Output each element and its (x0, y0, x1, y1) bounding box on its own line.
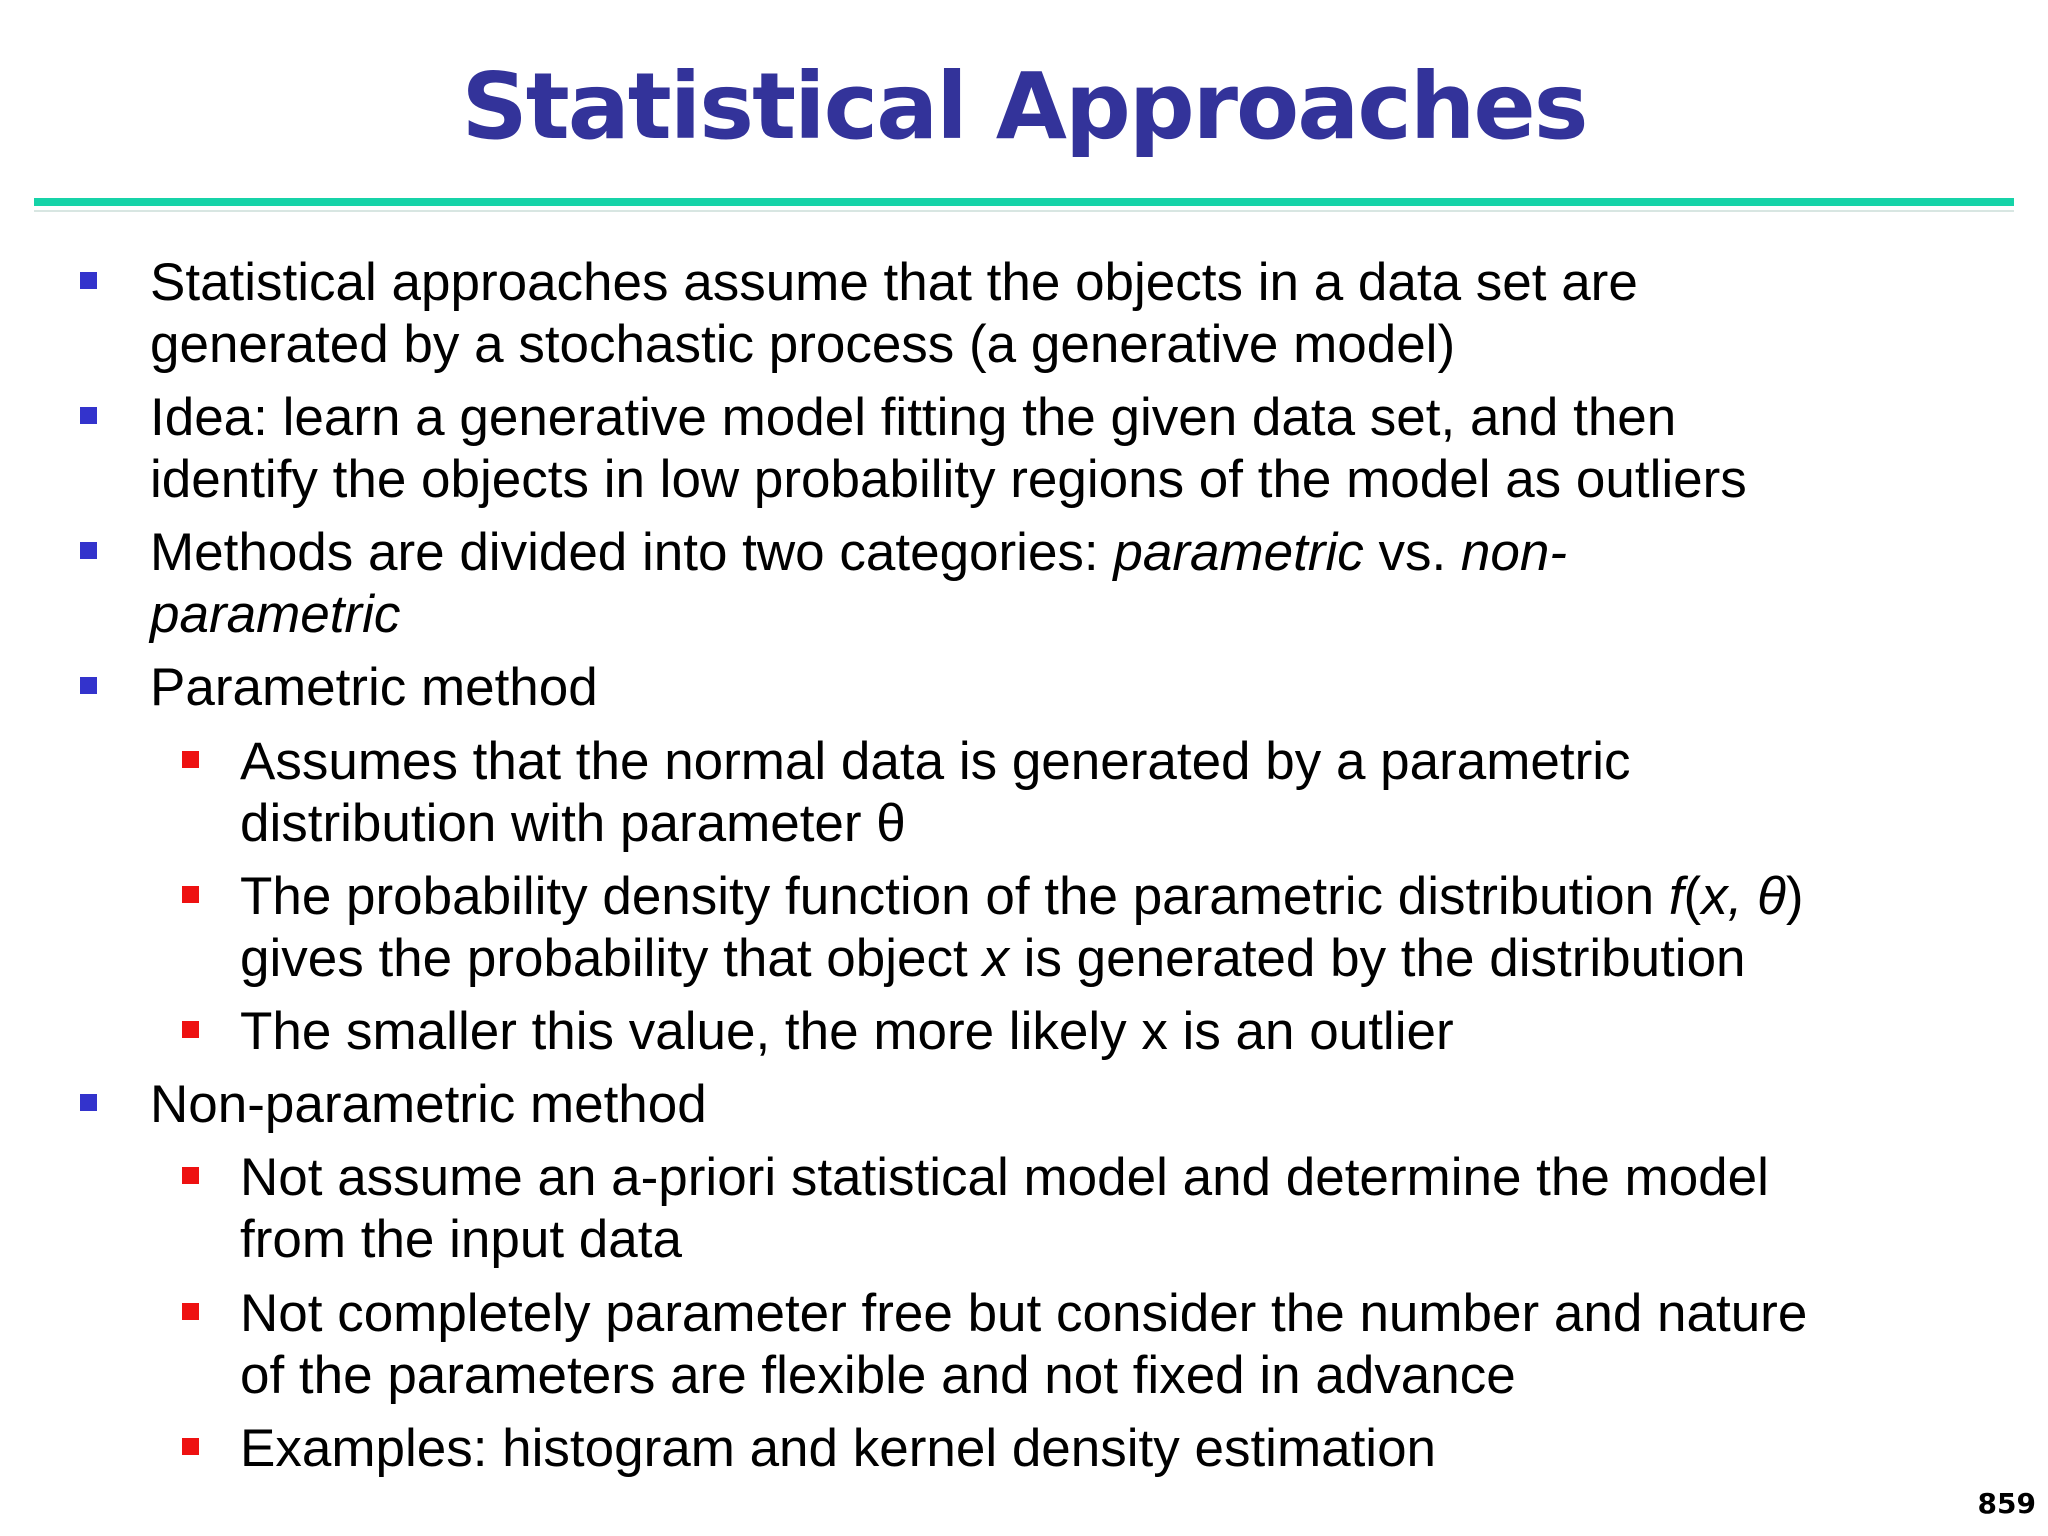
square-bullet-icon (182, 1021, 199, 1038)
bullet-text-line: generated by a stochastic process (a generative model) (150, 315, 1456, 374)
sub-bullet-item (240, 1001, 2020, 1063)
bullet-text-segment: ) (1785, 867, 1804, 926)
bullet-item (150, 522, 1990, 646)
square-bullet-icon (182, 1438, 199, 1455)
square-bullet-icon (182, 751, 199, 768)
bullet-text-italic: f (1668, 867, 1684, 926)
bullet-text-line: Not completely parameter free but consider the number and nature (240, 1284, 1808, 1343)
bullet-text-line: Examples: histogram and kernel density estimation (240, 1419, 1437, 1478)
bullet-text-segment: Methods are divided into two categories: (150, 523, 1114, 582)
bullet-text-line (240, 928, 2020, 990)
bullet-text-line: distribution with parameter θ (240, 794, 906, 853)
bullet-item (150, 252, 1990, 376)
bullet-text-italic: x, θ (1701, 867, 1786, 926)
square-bullet-icon (80, 677, 97, 694)
square-bullet-icon (80, 1094, 97, 1111)
bullet-item (150, 387, 1990, 511)
bullet-text-segment: The probability density function of the parametric distribution (240, 867, 1669, 926)
square-bullet-icon (182, 1303, 199, 1320)
square-bullet-icon (80, 407, 97, 424)
bullet-text-line: Non-parametric method (150, 1075, 707, 1134)
square-bullet-icon (80, 542, 97, 559)
bullet-text-italic: parametric (1113, 523, 1364, 582)
bullet-text-line: Idea: learn a generative model fitting the given data set, and then (150, 388, 1677, 447)
square-bullet-icon (182, 1167, 199, 1184)
bullet-text-segment: is generated by the distribution (1008, 929, 1746, 988)
bullet-text-line: from the input data (240, 1210, 682, 1269)
square-bullet-icon (80, 272, 97, 289)
bullet-text-line: identify the objects in low probability regions of the model as outliers (150, 450, 1747, 509)
bullet-text-line (150, 522, 1990, 584)
bullet-text-line: Statistical approaches assume that the objects in a data set are (150, 253, 1638, 312)
bullet-text-line: of the parameters are flexible and not fixed in advance (240, 1346, 1516, 1405)
bullet-text-line: parametric (150, 585, 401, 644)
bullet-text-line: Assumes that the normal data is generated by a parametric (240, 732, 1631, 791)
bullet-text-italic: x (982, 929, 1009, 988)
slide-title: Statistical Approaches (461, 53, 1587, 160)
sub-bullet-item (240, 1418, 2020, 1480)
sub-bullet-item (240, 1147, 2020, 1271)
bullet-text-italic: non- (1460, 523, 1567, 582)
bullet-item (150, 1074, 1990, 1136)
square-bullet-icon (182, 886, 199, 903)
bullet-text-line: Not assume an a-priori statistical model and determine the model (240, 1148, 1769, 1207)
bullet-text-line (240, 866, 2020, 928)
sub-bullet-item (240, 731, 2020, 855)
bullet-text-line: Parametric method (150, 658, 598, 717)
page-number: 859 (1977, 1487, 2036, 1520)
bullet-text-segment: ( (1683, 867, 1702, 926)
bullet-item (150, 657, 1990, 719)
bullet-text-line: The smaller this value, the more likely x is an outlier (240, 1002, 1454, 1061)
sub-bullet-item (240, 1283, 2020, 1407)
bullet-text-segment: vs. (1363, 523, 1461, 582)
sub-bullet-item (240, 866, 2020, 990)
bullet-text-segment: gives the probability that object (240, 929, 983, 988)
